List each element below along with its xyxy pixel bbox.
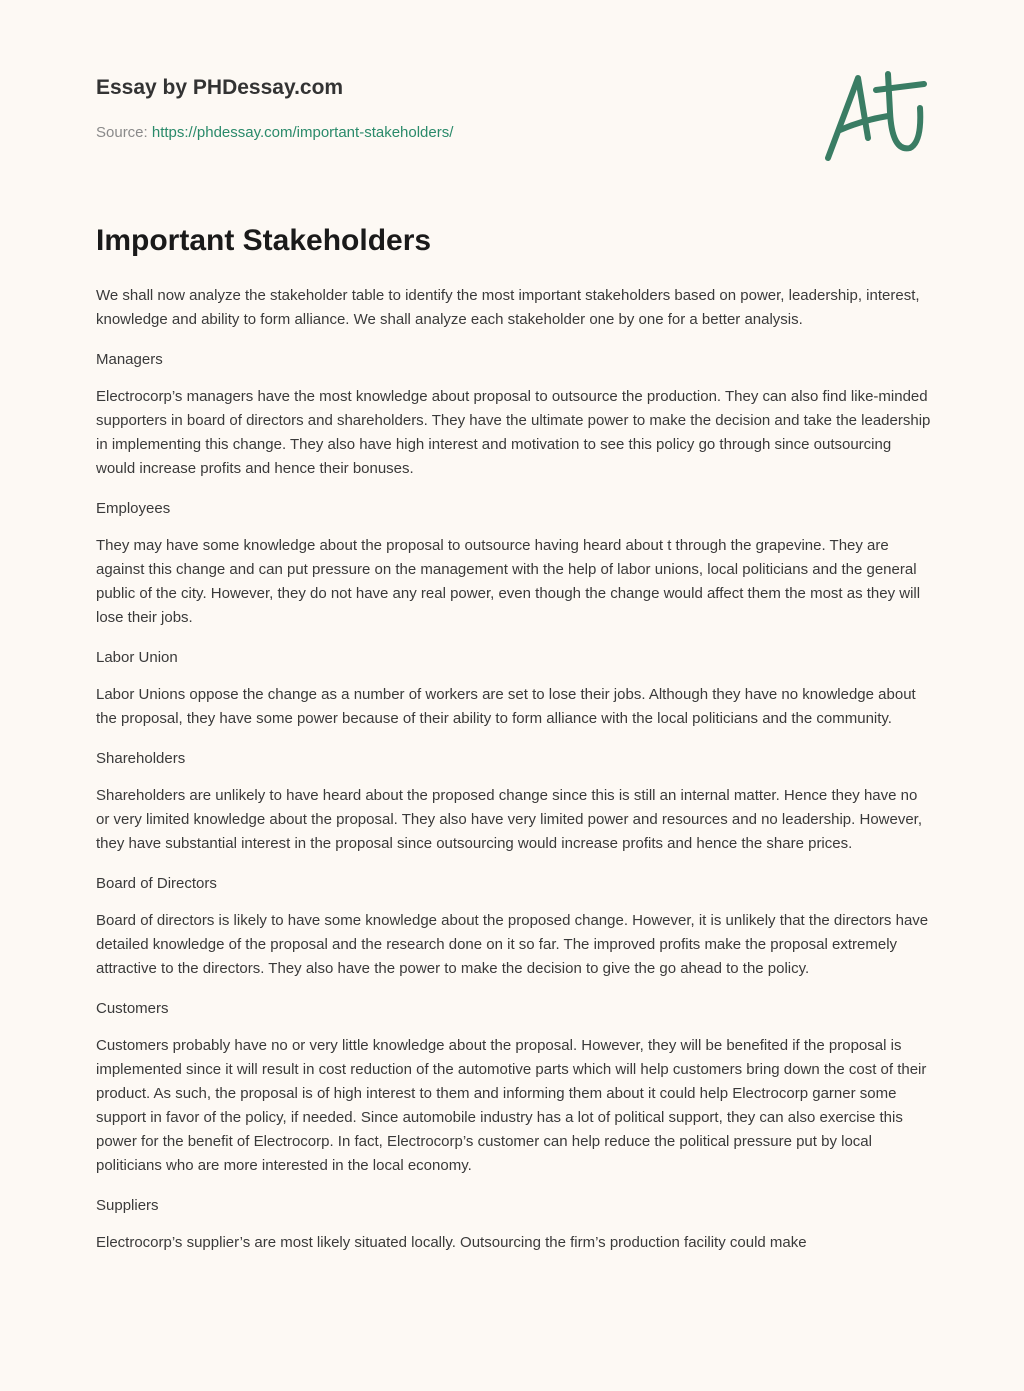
section-paragraph: Electrocorp’s supplier’s are most likely situated locally. Outsourcing the firm’s production facility could make: [96, 1234, 807, 1251]
section-paragraph: Customers probably have no or very little knowledge about the proposal. However, they will be benefited if the proposal is implemented since it will result in cost reduction of the automotive parts which will help customers bring down the cost of their product. As such, the proposal is of high interest to them and informing them about it could help Electrocorp garner some support in favor of the policy, if needed. Since automobile industry has a lot of political support, they can also exercise this power for the benefit of Electrocorp. In fact, Electrocorp’s customer can help reduce the political pressure put by local politicians who are more interested in the local economy.: [96, 1037, 927, 1174]
section-paragraph: Labor Unions oppose the change as a number of workers are set to lose their jobs. Although they have no knowledge about the proposal, they have some power because of their ability to form alliance with the local politicians and the community.: [96, 686, 916, 727]
essay-body: [96, 284, 932, 1271]
source-label: Source:: [96, 124, 152, 141]
a-plus-logo-icon: [818, 68, 928, 164]
source-line: [96, 124, 453, 141]
section-heading: Board of Directors: [96, 875, 217, 892]
source-link[interactable]: https://phdessay.com/important-stakeholders/: [151, 124, 454, 141]
section-heading: Shareholders: [96, 750, 186, 767]
section-paragraph: Electrocorp’s managers have the most knowledge about proposal to outsource the production. They can also find like-minded supporters in board of directors and shareholders. They have the ultimate power to make the decision and take the leadership in implementing this change. They also have high interest and motivation to see this policy go through since outsourcing would increase profits and hence their bonuses.: [96, 388, 931, 477]
section-paragraph: Shareholders are unlikely to have heard about the proposed change since this is still an internal matter. Hence they have no or very limited knowledge about the proposal. They also have very limited power and resources and no leadership. However, they have substantial interest in the proposal since outsourcing would increase profits and hence the share prices.: [96, 787, 923, 852]
section-paragraph: Board of directors is likely to have some knowledge about the proposed change. However, it is unlikely that the directors have detailed knowledge of the proposal and the research done on it so far. The improved profits make the proposal extremely attractive to the directors. They also have the power to make the decision to give the go ahead to the policy.: [96, 912, 929, 977]
page-title: Important Stakeholders: [96, 224, 432, 257]
section-heading: Customers: [96, 1000, 169, 1017]
section-heading: Employees: [96, 500, 171, 517]
intro-paragraph: We shall now analyze the stakeholder table to identify the most important stakeholders based on power, leadership, interest, knowledge and ability to form alliance. We shall analyze each stakeholder one by one for a better analysis.: [96, 287, 920, 328]
section-paragraph: They may have some knowledge about the proposal to outsource having heard about t through the grapevine. They are against this change and can put pressure on the management with the help of labor unions, local politicians and the general public of the city. However, they do not have any real power, even though the change would affect them the most as they will lose their jobs.: [96, 537, 921, 626]
section-heading: Labor Union: [96, 649, 178, 666]
site-brand: Essay by PHDessay.com: [96, 76, 344, 99]
section-heading: Suppliers: [96, 1197, 159, 1214]
section-heading: Managers: [96, 351, 163, 368]
